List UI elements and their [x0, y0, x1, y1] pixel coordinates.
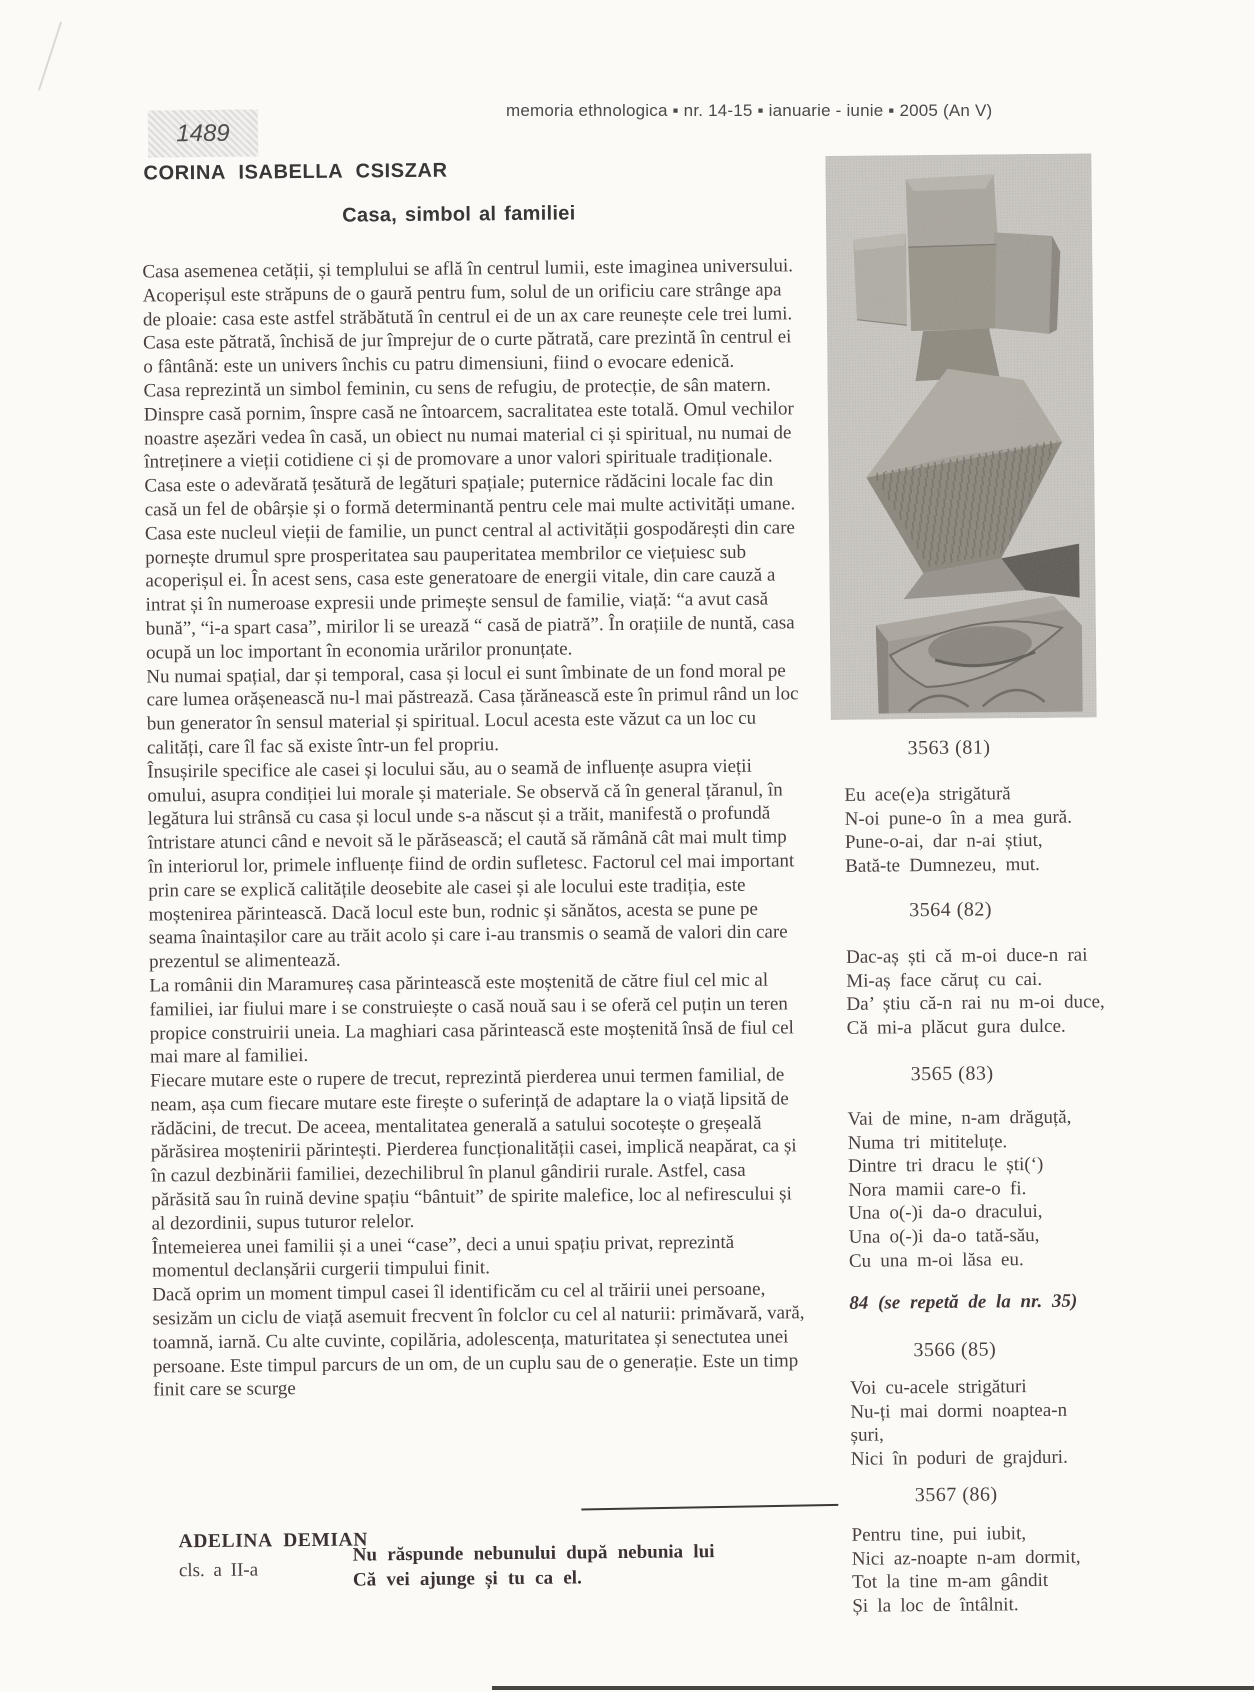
page-number: 1489 [176, 119, 230, 147]
journal-header: memoria ethnologica ▪ nr. 14-15 ▪ ianuarie - iunie ▪ 2005 (An V) [506, 101, 993, 120]
separator-rule [581, 1504, 838, 1511]
scan-edge-artifact [492, 1686, 1254, 1690]
contributor-class: cls. a II-a [178, 1559, 259, 1582]
verse-3567: Pentru tine, pui iubit, Nici az-noapte n-am dormit, Tot la tine m-am gândit Și la loc de întâlnit. [851, 1523, 1081, 1617]
verse-3563: Eu ace(e)a strigătură N-oi pune-o în a mea gură. Pune-o-ai, dar n-ai știut, Bată-te Dumnezeu, mut. [844, 783, 1073, 877]
verse-3564: Dac-aș ști că m-oi duce-n rai Mi-aș face căruț cu cai. Da’ știu că-n rai nu m-oi duce, Că mi-a plăcut gura dulce. [845, 944, 1105, 1039]
article-author: CORINA ISABELLA CSISZAR [143, 159, 448, 185]
article-body: Casa asemenea cetății, și templului se află în centrul lumii, este imaginea universului. Acoperișul este străpuns de o gaură pentru fum, solul de un orificiu care strânge apa de ploaie: casa este astfel străbătută în centrul ei de un ax care reunește cele trei lumi. Casa este pătrată, închisă de jur împrejur de o curte pătrată, care prezintă în centrul ei o fântână: este un univers închis cu patru dimensiuni, fiind o evocare edenică. Casa reprezintă un simbol feminin, cu sens de refugiu, de protecție, de sân matern. Dinspre casă pornim, înspre casă ne întoarcem, sacralitatea este totală. Omul vechilor noastre așezări vedea în casă, un obiect nu numai material ci și spiritual, nu numai de întreținere a vieții cotidiene ci și de promovare a unor valori spirituale tradiționale. Casa este o adevărată țesătură de legături spațiale; puternice rădăcini locale fac din casă un fel de obârșie și o formă determinantă pentru cele mai multe activități umane. Casa este nucleul vieții de familie, un punct central al activității gospodărești din care pornește drumul spre prosperitatea sau pauperitatea membrilor ce viețuiesc sub acoperișul ei. În acest sens, casa este generatoare de energii vitale, din care cauză a intrat și în numeroase expresii unde primește sensul de familie, viață: “a avut casă bună”, “i-a spart casa”, mirilor li se urează “ casă de piatră”. În orațiile de nuntă, casa ocupă un loc important în economia urărilor pronunțate. Nu numai spațial, dar și temporal, casa și locul ei sunt îmbinate de un fond moral pe care lumea orășenească nu-l mai păstrează. Casa țărănească este în primul rând un loc bun generator în sensul material și spiritual. Locul acesta este văzut ca un loc cu calități, care îl fac să existe într-un fel propriu. Însușirile specifice ale casei și locului său, au o seamă de influențe asupra vieții omului, asupra condiției lui morale și materiale. Se observă că în general țăranul, în legătura lui strânsă cu casa și locul unde s-a născut și a trăit, manifestă o profundă întristare atunci când e nevoit să le părăsească; el caută să rămână cât mai mult timp în interiorul lor, primele influențe fiind de ordin sufletesc. Factorul cel mai important prin care se explică calitățile deosebite ale casei și ale locului este tradiția, este moștenirea părintească. Dacă locul este bun, rodnic și sănătos, acesta se pune pe seama înaintașilor care au trăit acolo și care i-au transmis o seamă de valori din care prezentul se alimentează. La românii din Maramureș casa părintească este moștenită de către fiul cel mic al familiei, iar fiului mare i se construiește o casă nouă sau i se oferă cel puțin un teren propice construirii uneia. La maghiari casa părintească este moștenită însă de fiul cel mai mare al familiei. Fiecare mutare este o rupere de trecut, reprezintă pierderea unui termen familial, de neam, așa cum fiecare mutare este firește o suferință de adaptare la o viață lipsită de rădăcini, de trecut. De aceea, mentalitatea generală a satului socotește o greșeală părăsirea moștenirii părintești. Pierderea funcționalității casei, implică neapărat, ca și în cazul dezbinării familiei, dezechilibrul în planul gândirii rurale. Astfel, casa părăsită sau în ruină devine spațiu “bântuit” de spirite malefice, loc al nefirescului și al dezordinii, supus tuturor relelor. Întemeierea unei familii și a unei “case”, deci a unui spațiu privat, reprezintă momentul declanșării curgerii timpului finit. Dacă oprim un moment timpul casei îl identificăm cu cel al trăirii unei persoane, sesizăm un ciclu de viață asemuit frecvent în folclor cu cel al naturii: primăvară, vară, toamnă, iarnă. Cu alte cuvinte, copilăria, adolescența, maturitatea și senectutea unei persoane. Este timpul parcurs de un om, de un cuplu sau de o generație. Este un timp finit care se scurge [142, 255, 805, 1401]
verse-3566: Voi cu-acele strigături Nu-ți mai dormi noaptea-n șuri, Nici în poduri de grajduri. [850, 1376, 1068, 1470]
verse-number-3567: 3567 (86) [914, 1483, 998, 1507]
verse-number-3564: 3564 (82) [909, 898, 993, 922]
verse-number-3565: 3565 (83) [910, 1062, 994, 1086]
verse-number-3566: 3566 (85) [913, 1338, 997, 1362]
sculpture-photo [825, 153, 1096, 720]
verse-3565: Vai de mine, n-am drăguță, Numa tri mititeluțe. Dintre tri dracu le ști(‘) Nora mamii care-o fi. Una o(-)i da-o dracului, Una o(-)i da-o tată-său, Cu una m-oi lăsa eu. [847, 1106, 1072, 1272]
photo-grain-overlay [825, 153, 1096, 720]
footer-quote: Nu răspunde nebunului după nebunia lui Că vei ajunge și tu ca el. [352, 1541, 715, 1591]
repeat-note: 84 (se repetă de la nr. 35) [849, 1290, 1078, 1314]
article-title: Casa, simbol al familiei [342, 202, 576, 227]
contributor-name: ADELINA DEMIAN [178, 1529, 369, 1553]
photo-caption: 3563 (81) [907, 736, 991, 760]
